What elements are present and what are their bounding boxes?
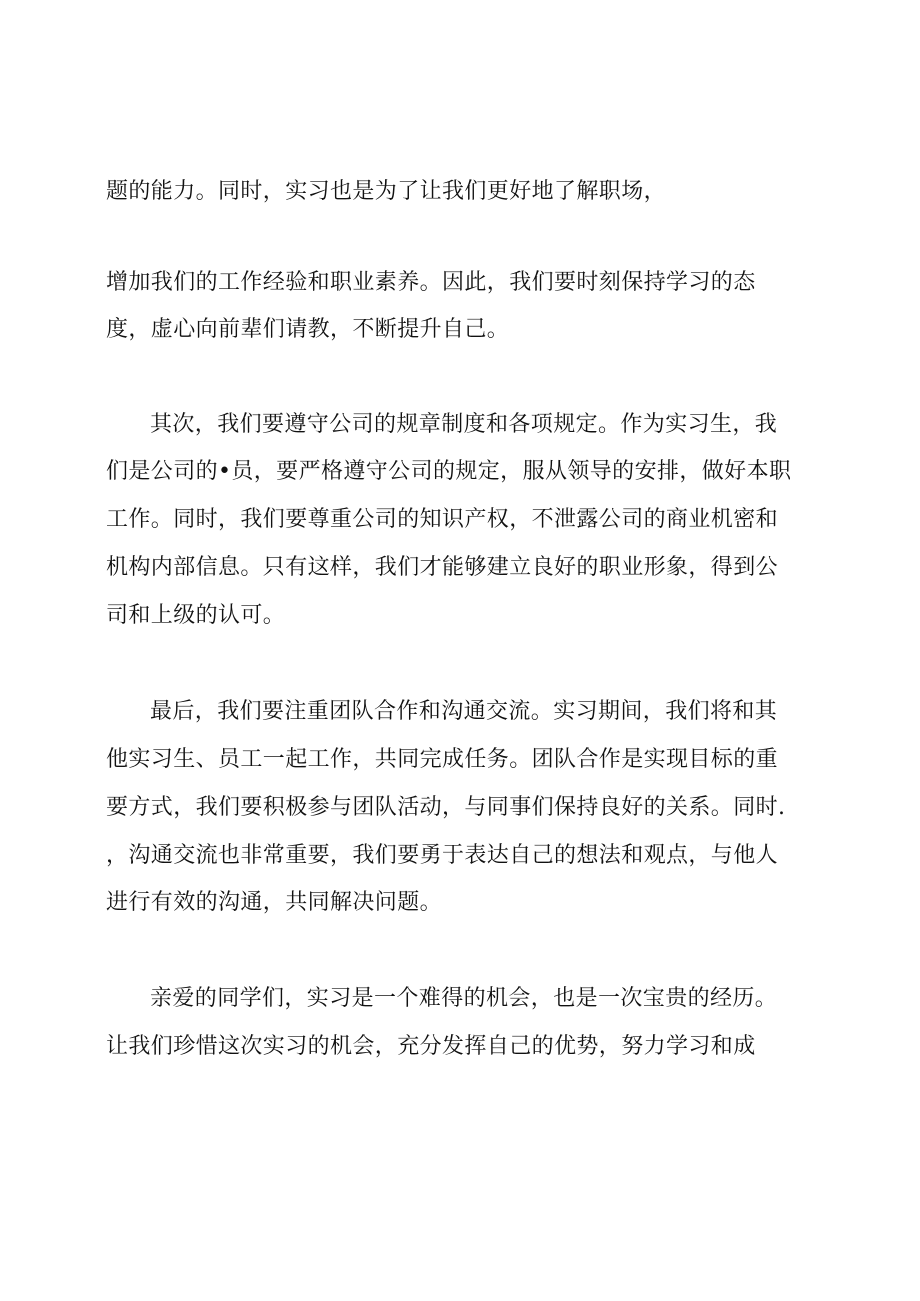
text-line: 他实习生、员工一起工作，共同完成任务。团队合作是实现目标的重	[106, 747, 779, 772]
text-line: 题的能力。同时，实习也是为了让我们更好地了解职场，	[106, 179, 667, 204]
text-line: ，沟通交流也非常重要，我们要勇于表达自己的想法和观点，与他人	[106, 843, 779, 868]
text-line: 们是公司的•员，要严格遵守公司的规定，服从领导的安排，做好本职	[106, 459, 792, 484]
paragraph-first-line: 其次，我们要遵守公司的规章制度和各项规定。作为实习生，我	[150, 412, 778, 437]
text-line: 工作。同时，我们要尊重公司的知识产权，不泄露公司的商业机密和	[106, 507, 779, 532]
text-line: 让我们珍惜这次实习的机会，充分发挥自己的优势，努力学习和成	[106, 1034, 756, 1059]
text-line: 司和上级的认可。	[106, 603, 286, 628]
text-line: 进行有效的沟通，共同解决问题。	[106, 890, 443, 915]
text-line: 要方式，我们要积极参与团队活动，与同事们保持良好的关系。同时.	[106, 795, 786, 820]
paragraph-first-line: 亲爱的同学们，实习是一个难得的机会，也是一次宝贵的经历。	[150, 986, 778, 1011]
text-line: 机构内部信息。只有这样，我们才能够建立良好的职业形象，得到公	[106, 555, 779, 580]
text-line: 度，虚心向前辈们请教，不断提升自己。	[106, 317, 510, 342]
paragraph-first-line: 最后，我们要注重团队合作和沟通交流。实习期间，我们将和其	[150, 699, 778, 724]
text-line: 增加我们的工作经验和职业素养。因此，我们要时刻保持学习的态	[106, 270, 756, 295]
